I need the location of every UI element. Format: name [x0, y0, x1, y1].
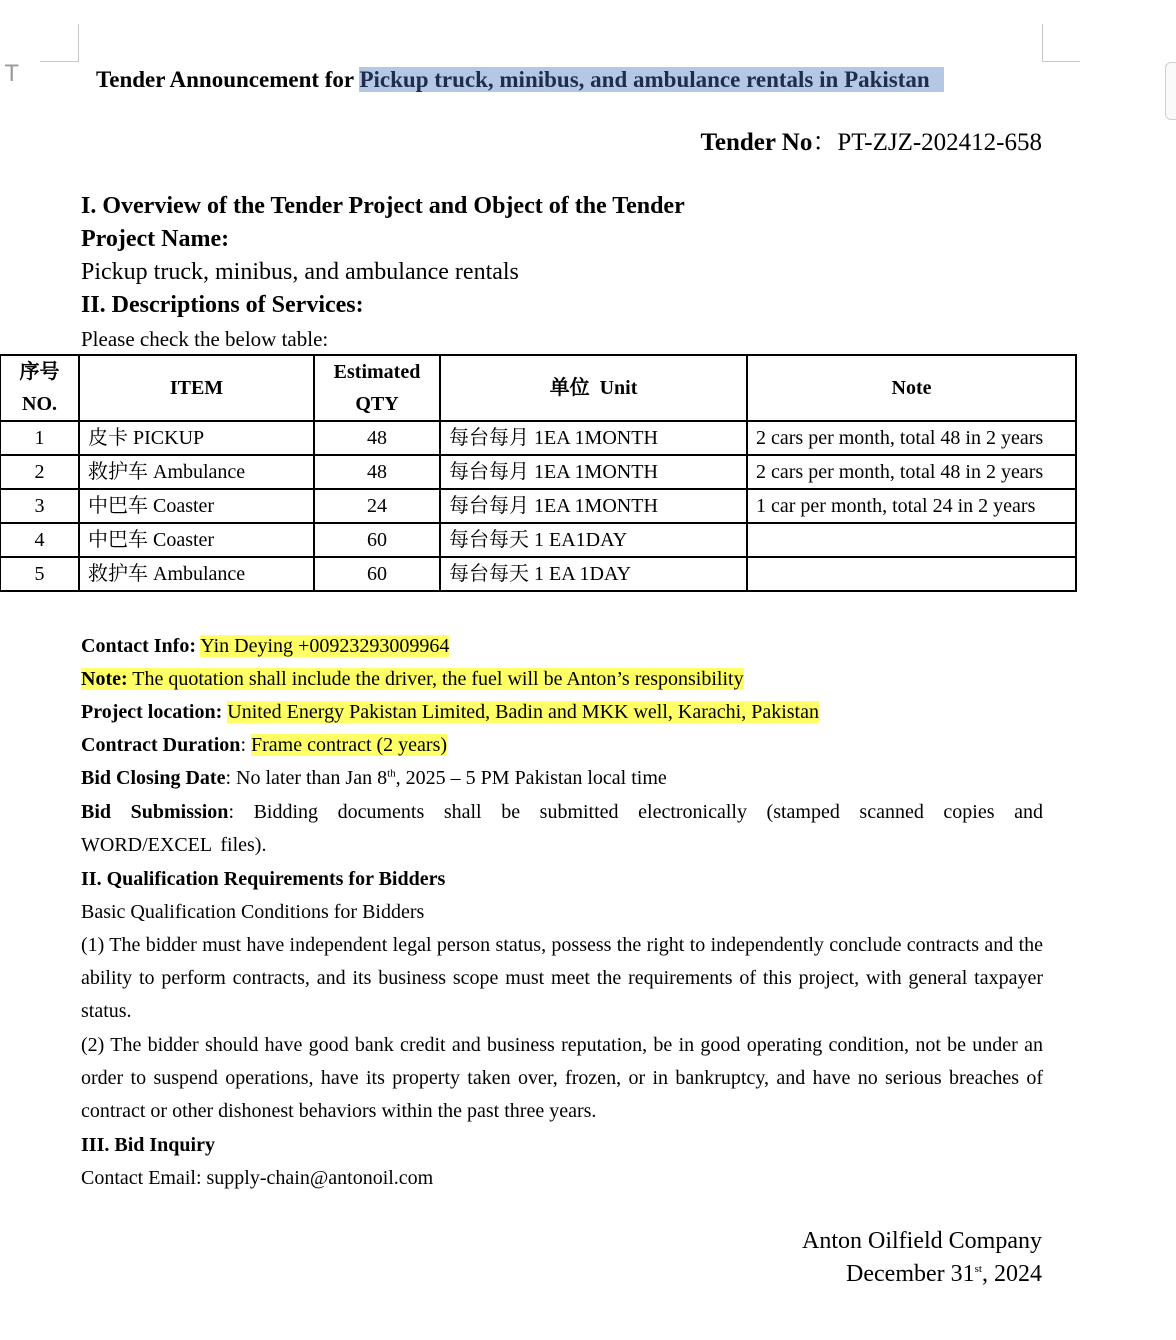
cell-no[interactable]: 3: [0, 489, 79, 523]
contact-info-label: Contact Info:: [81, 635, 196, 657]
table-row: [0, 421, 1076, 455]
document-title[interactable]: [96, 64, 944, 96]
contract-duration-label: Contract Duration: [81, 734, 241, 756]
header-no[interactable]: [0, 355, 79, 421]
selected-title-text[interactable]: Pickup truck, minibus, and ambulance rentals in Pakistan: [359, 67, 943, 92]
table-header-row: [0, 355, 1076, 421]
cell-note[interactable]: 2 cars per month, total 48 in 2 years: [747, 421, 1076, 455]
bid-closing-sup: th: [387, 767, 396, 780]
cell-item[interactable]: 救护车 Ambulance: [79, 557, 314, 591]
header-qty-line2: QTY: [355, 393, 399, 415]
cell-item[interactable]: 救护车 Ambulance: [79, 455, 314, 489]
tender-no-value[interactable]: PT-ZJZ-202412-658: [837, 129, 1042, 156]
cell-unit[interactable]: 每台每月 1EA 1MONTH: [440, 455, 747, 489]
cell-note[interactable]: 2 cars per month, total 48 in 2 years: [747, 455, 1076, 489]
project-name-label[interactable]: Project Name:: [81, 226, 230, 252]
date-year: , 2024: [982, 1261, 1042, 1287]
cell-no[interactable]: 2: [0, 455, 79, 489]
project-name-value[interactable]: Pickup truck, minibus, and ambulance rentals: [81, 259, 519, 285]
contact-email-line[interactable]: Contact Email: supply-chain@antonoil.com: [81, 1167, 434, 1189]
cell-note[interactable]: [747, 557, 1076, 591]
qualification-item-2[interactable]: (2) The bidder should have good bank credit and business reputation, be in good operating condition, not be under an order to suspend operations, have its property taken over, frozen, or in bankruptcy, and have no serious breaches of contract or other dishonest behaviors within the past three years.: [81, 1034, 1043, 1122]
bid-closing-text: : No later than Jan 8: [225, 767, 388, 789]
signature-block: [802, 1225, 1042, 1291]
date-text: December 31: [846, 1261, 975, 1287]
cell-unit[interactable]: 每台每天 1 EA 1DAY: [440, 557, 747, 591]
note-line[interactable]: [81, 663, 1043, 696]
cell-unit[interactable]: 每台每天 1 EA1DAY: [440, 523, 747, 557]
header-qty-line1: Estimated: [333, 361, 421, 383]
signature-date[interactable]: [802, 1258, 1042, 1291]
qualification-subheading[interactable]: Basic Qualification Conditions for Bidders: [81, 901, 425, 923]
cell-unit[interactable]: 每台每月 1EA 1MONTH: [440, 421, 747, 455]
cell-unit[interactable]: 每台每月 1EA 1MONTH: [440, 489, 747, 523]
cell-no[interactable]: 1: [0, 421, 79, 455]
cell-note[interactable]: 1 car per month, total 24 in 2 years: [747, 489, 1076, 523]
cell-qty[interactable]: 24: [314, 489, 440, 523]
bid-inquiry-heading[interactable]: III. Bid Inquiry: [81, 1134, 215, 1156]
note-label: Note:: [81, 668, 128, 690]
title-prefix[interactable]: Tender Announcement for: [96, 67, 360, 92]
cell-item[interactable]: 中巴车 Coaster: [79, 489, 314, 523]
company-name[interactable]: Anton Oilfield Company: [802, 1228, 1042, 1254]
cell-note[interactable]: [747, 523, 1076, 557]
contract-duration-value: Frame contract (2 years): [251, 734, 448, 756]
tender-no-label[interactable]: Tender No: [700, 129, 813, 156]
header-note[interactable]: Note: [747, 355, 1076, 421]
side-panel-handle[interactable]: [1165, 62, 1176, 120]
project-location-label: Project location:: [81, 701, 223, 723]
text-cursor-icon: T: [5, 62, 19, 87]
bid-closing-text-end: , 2025 – 5 PM Pakistan local time: [395, 767, 667, 789]
crop-mark: [40, 61, 78, 62]
cell-no[interactable]: 5: [0, 557, 79, 591]
header-no-en: NO.: [22, 393, 57, 415]
note-value: The quotation shall include the driver, the fuel will be Anton’s responsibility: [127, 668, 744, 690]
tender-no-separator[interactable]: ：: [812, 129, 838, 156]
section-1-heading[interactable]: I. Overview of the Tender Project and Object of the Tender: [81, 193, 685, 219]
table-row: [0, 489, 1076, 523]
cell-item[interactable]: 皮卡 PICKUP: [79, 421, 314, 455]
crop-mark: [1042, 61, 1080, 62]
header-item[interactable]: ITEM: [79, 355, 314, 421]
table-row: [0, 557, 1076, 591]
services-table: [0, 354, 1077, 592]
crop-mark: [78, 24, 79, 62]
tender-number[interactable]: [701, 126, 1043, 160]
bid-closing-label: Bid Closing Date: [81, 767, 226, 789]
cell-qty[interactable]: 60: [314, 523, 440, 557]
qualification-item-1[interactable]: (1) The bidder must have independent legal person status, possess the right to independently conclude contracts and the ability to perform contracts, and its business scope must meet the requirements of this project, with general taxpayer status.: [81, 934, 1043, 1022]
cell-qty[interactable]: 48: [314, 421, 440, 455]
date-sup: st: [974, 1263, 982, 1275]
header-no-cn: 序号: [19, 361, 60, 383]
header-unit[interactable]: 单位 Unit: [440, 355, 747, 421]
qualification-heading[interactable]: II. Qualification Requirements for Bidders: [81, 868, 446, 890]
table-row: [0, 455, 1076, 489]
cell-item[interactable]: 中巴车 Coaster: [79, 523, 314, 557]
cell-qty[interactable]: 60: [314, 557, 440, 591]
project-location-value: United Energy Pakistan Limited, Badin and MKK well, Karachi, Pakistan: [227, 701, 819, 723]
bid-closing-line[interactable]: [81, 762, 1043, 795]
bid-submission-label: Bid Submission: [81, 801, 229, 823]
crop-mark: [1042, 24, 1043, 62]
cell-no[interactable]: 4: [0, 523, 79, 557]
contact-info-value: Yin Deying +00923293009964: [200, 635, 450, 657]
table-intro[interactable]: Please check the below table:: [81, 327, 329, 351]
section-2-heading[interactable]: II. Descriptions of Services:: [81, 292, 364, 318]
bid-submission-value: : Bidding documents shall be submitted electronically (stamped scanned copies and WORD/EXCEL files).: [81, 801, 1043, 856]
contact-info-line[interactable]: [81, 630, 1043, 663]
bid-submission-paragraph[interactable]: [81, 796, 1043, 862]
table-row: [0, 523, 1076, 557]
project-location-line[interactable]: [81, 696, 1043, 729]
contract-duration-separator: :: [240, 734, 251, 756]
cell-qty[interactable]: 48: [314, 455, 440, 489]
header-qty[interactable]: [314, 355, 440, 421]
contract-duration-line[interactable]: [81, 729, 1043, 762]
